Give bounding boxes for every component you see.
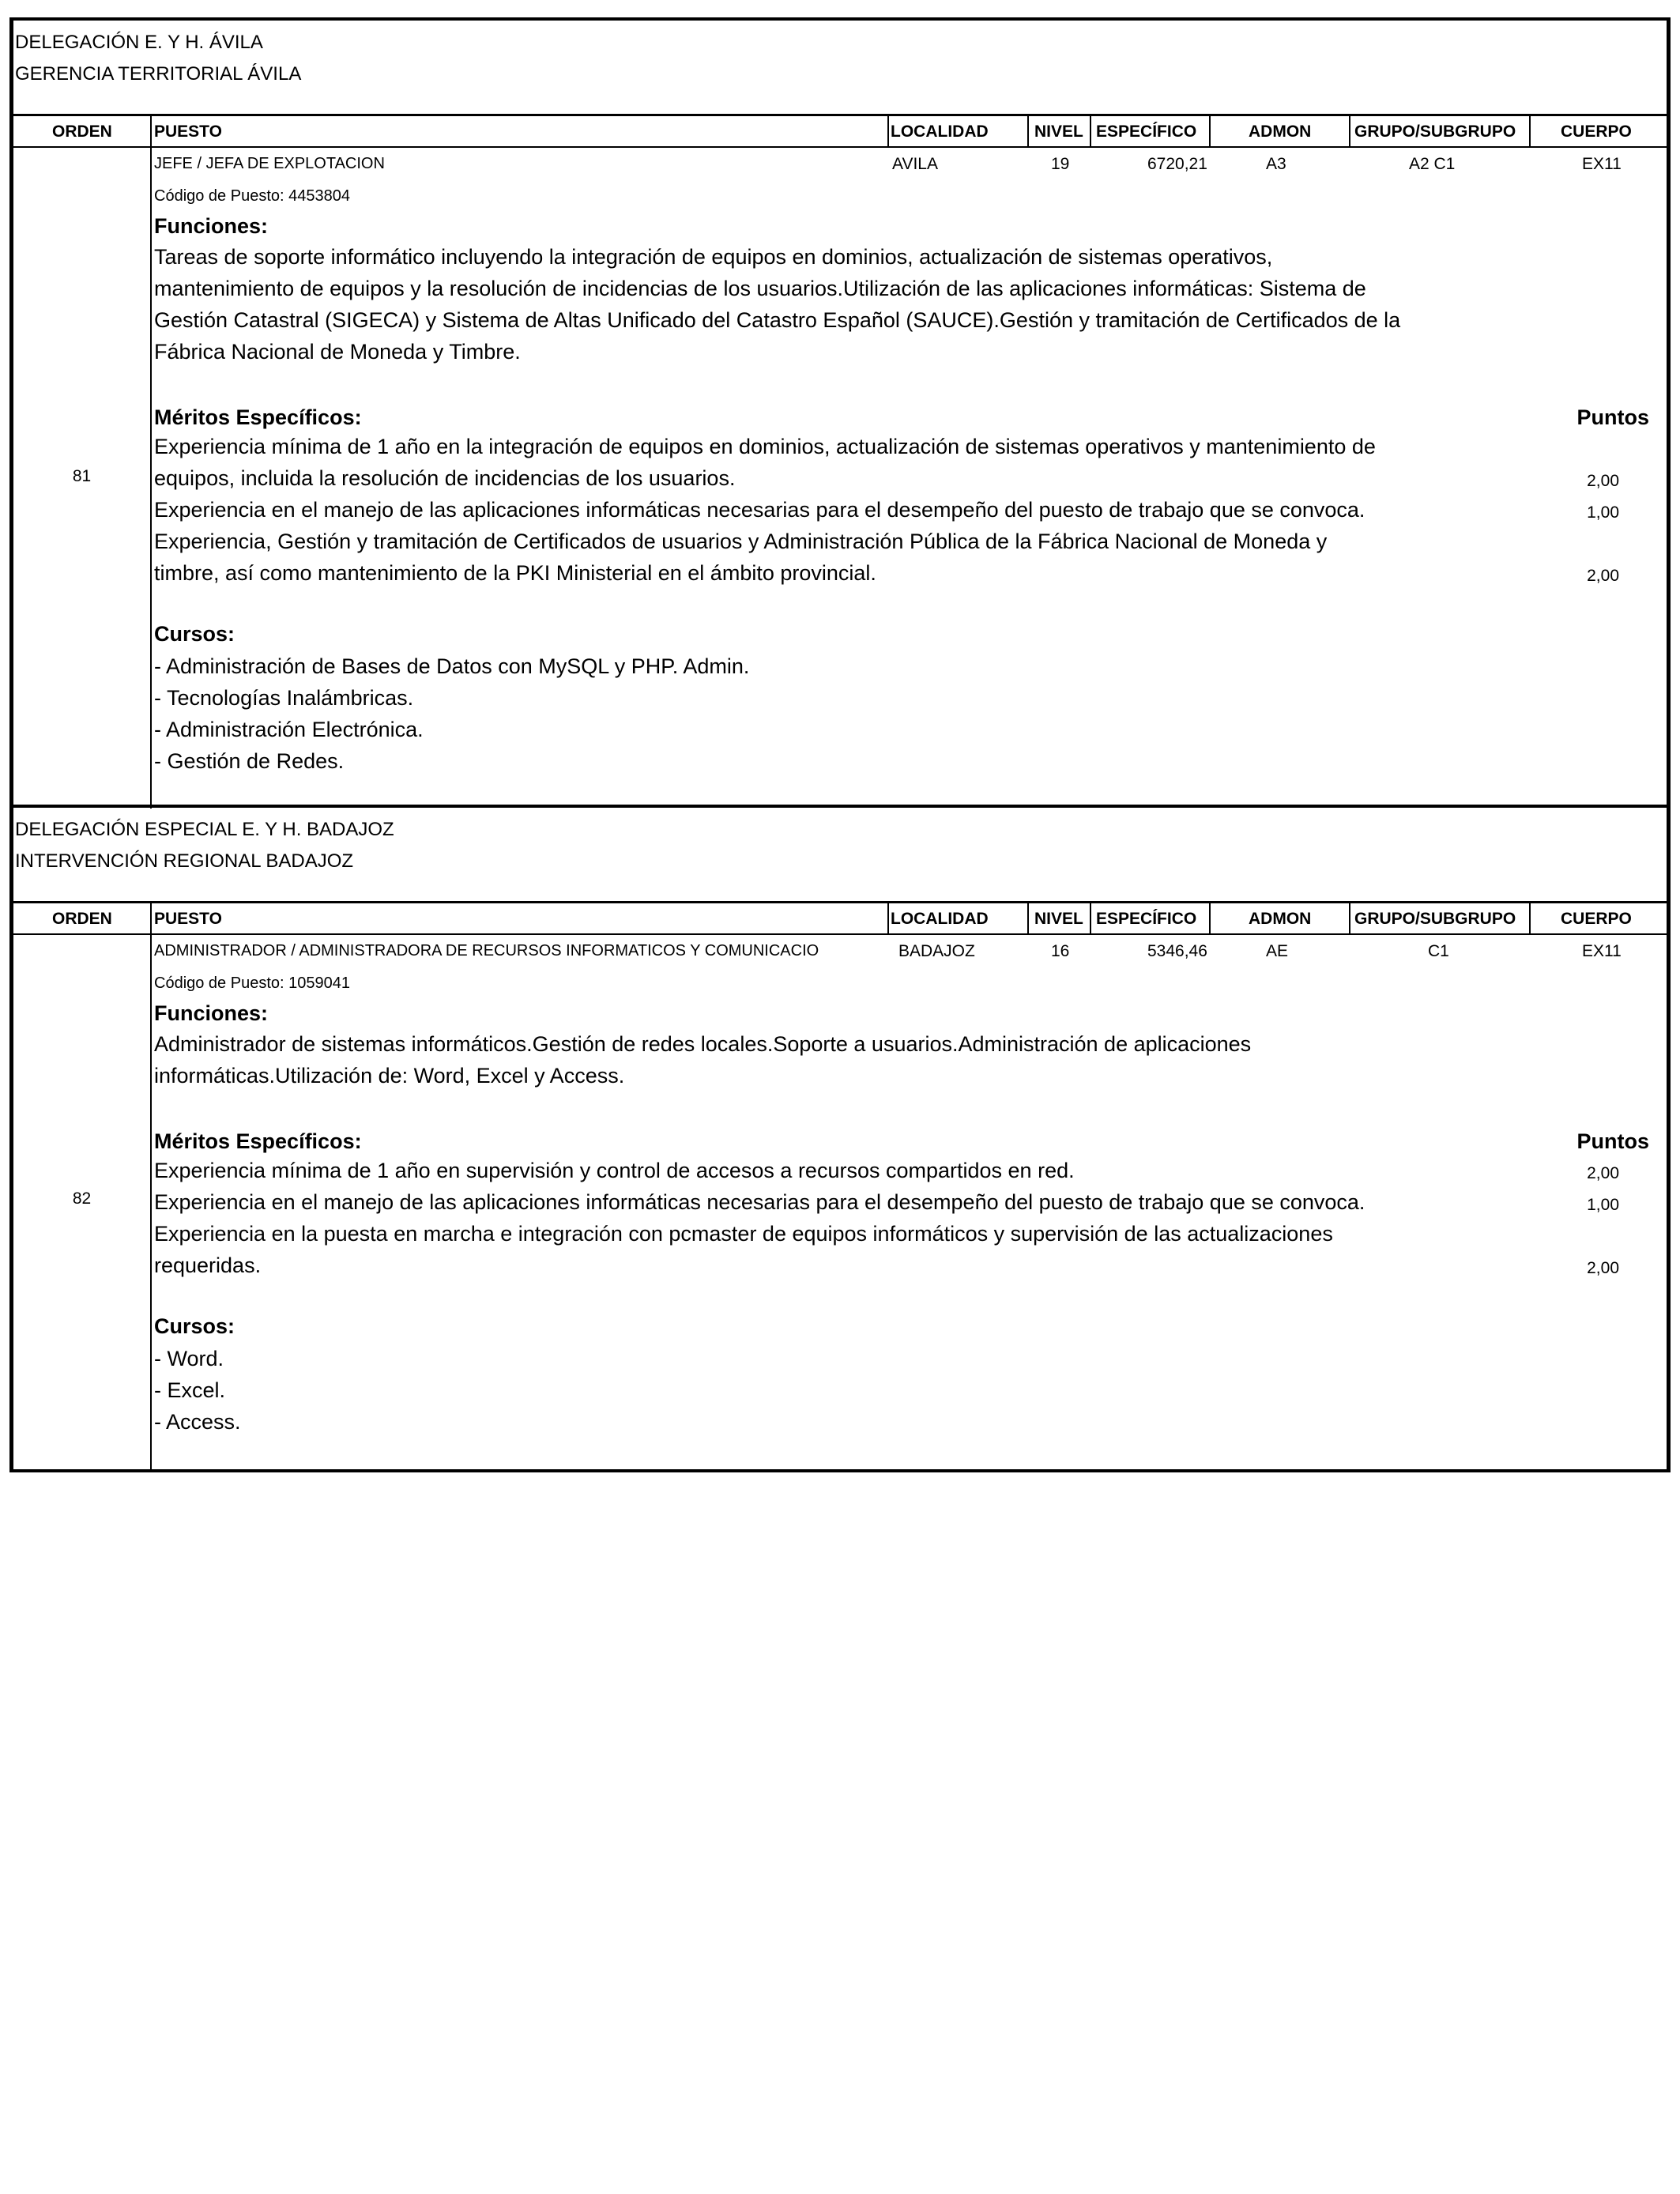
meritos-heading: Méritos Específicos: (154, 405, 362, 429)
col-especifico: ESPECÍFICO (1096, 910, 1197, 928)
intervencion-title: INTERVENCIÓN REGIONAL BADAJOZ (15, 850, 354, 872)
especifico-value: 5346,46 (1147, 942, 1207, 960)
merito-line: equipos, incluida la resolución de incidencias de los usuarios. (154, 466, 736, 490)
puntos-value: 2,00 (1587, 1164, 1619, 1182)
funciones-heading: Funciones: (154, 214, 269, 238)
nivel-value: 16 (1051, 942, 1070, 960)
puesto-value: JEFE / JEFA DE EXPLOTACION (154, 155, 385, 172)
admon-value: AE (1266, 942, 1289, 960)
puesto-value: ADMINISTRADOR / ADMINISTRADORA DE RECURSOS INFORMATICOS Y COMUNICACIO (154, 942, 819, 959)
curso-item: - Gestión de Redes. (154, 749, 345, 773)
merito-line: Experiencia mínima de 1 año en la integración de equipos en dominios, actualización de sistemas operativos y mantenimiento de (154, 435, 1376, 458)
col-localidad: LOCALIDAD (891, 910, 989, 928)
codigo-puesto: Código de Puesto: 1059041 (154, 974, 350, 992)
localidad-value: AVILA (892, 155, 938, 173)
curso-item: - Administración de Bases de Datos con MySQL y PHP. Admin. (154, 654, 750, 678)
puntos-value: 1,00 (1587, 503, 1619, 522)
grupo-value: C1 (1428, 942, 1449, 960)
entry-body (13, 935, 1667, 1469)
merito-line: timbre, así como mantenimiento de la PKI Ministerial en el ámbito provincial. (154, 561, 876, 585)
funciones-line: informáticas.Utilización de: Word, Excel y Access. (154, 1064, 625, 1088)
puntos-value: 2,00 (1587, 1259, 1619, 1277)
codigo-puesto: Código de Puesto: 4453804 (154, 187, 350, 205)
grupo-value: A2 C1 (1409, 155, 1456, 173)
orden-value: 82 (72, 1189, 92, 1208)
curso-item: - Tecnologías Inalámbricas. (154, 686, 414, 710)
col-nivel: NIVEL (1034, 123, 1083, 141)
gerencia-title: GERENCIA TERRITORIAL ÁVILA (15, 63, 302, 85)
merito-line: Experiencia, Gestión y tramitación de Certificados de usuarios y Administración Pública de la Fábrica Nacional de Moneda y (154, 530, 1328, 553)
cuerpo-value: EX11 (1582, 155, 1622, 173)
cursos-heading: Cursos: (154, 622, 235, 646)
curso-item: - Access. (154, 1410, 241, 1434)
orden-value: 81 (72, 467, 92, 485)
puntos-value: 2,00 (1587, 472, 1619, 490)
col-orden: ORDEN (52, 910, 112, 928)
cuerpo-value: EX11 (1582, 942, 1622, 960)
merito-line: Experiencia en el manejo de las aplicaciones informáticas necesarias para el desempeño del puesto de trabajo que se convoca. (154, 1190, 1365, 1214)
puntos-heading: Puntos (1576, 405, 1649, 429)
col-admon: ADMON (1249, 123, 1312, 141)
col-grupo: GRUPO/SUBGRUPO (1354, 910, 1516, 928)
column-header-row (13, 903, 1667, 935)
cursos-heading: Cursos: (154, 1314, 235, 1338)
entry-body (13, 148, 1667, 809)
especifico-value: 6720,21 (1147, 155, 1207, 173)
funciones-line: Fábrica Nacional de Moneda y Timbre. (154, 340, 521, 364)
col-cuerpo: CUERPO (1561, 123, 1632, 141)
col-puesto: PUESTO (154, 123, 222, 141)
delegacion-title: DELEGACIÓN E. Y H. ÁVILA (15, 32, 263, 53)
col-cuerpo: CUERPO (1561, 910, 1632, 928)
nivel-value: 19 (1051, 155, 1070, 173)
admon-value: A3 (1266, 155, 1286, 173)
puntos-value: 1,00 (1587, 1196, 1619, 1214)
col-orden: ORDEN (52, 123, 112, 141)
merito-line: Experiencia en el manejo de las aplicaciones informáticas necesarias para el desempeño del puesto de trabajo que se convoca. (154, 498, 1365, 522)
meritos-heading: Méritos Específicos: (154, 1129, 362, 1153)
curso-item: - Administración Electrónica. (154, 718, 424, 741)
col-admon: ADMON (1249, 910, 1312, 928)
merito-line: Experiencia en la puesta en marcha e integración con pcmaster de equipos informáticos y supervisión de las actualizaciones (154, 1222, 1333, 1246)
col-nivel: NIVEL (1034, 910, 1083, 928)
localidad-value: BADAJOZ (898, 942, 975, 960)
puntos-heading: Puntos (1576, 1129, 1649, 1153)
org-header (13, 21, 1667, 116)
entry-block-82 (9, 805, 1671, 1472)
curso-item: - Excel. (154, 1378, 226, 1402)
delegacion-title: DELEGACIÓN ESPECIAL E. Y H. BADAJOZ (15, 819, 394, 840)
col-puesto: PUESTO (154, 910, 222, 928)
puntos-value: 2,00 (1587, 567, 1619, 585)
org-header (13, 808, 1667, 903)
col-localidad: LOCALIDAD (891, 123, 989, 141)
merito-line: Experiencia mínima de 1 año en supervisión y control de accesos a recursos compartidos en red. (154, 1159, 1075, 1182)
funciones-line: Administrador de sistemas informáticos.Gestión de redes locales.Soporte a usuarios.Administración de aplicaciones (154, 1032, 1252, 1056)
funciones-line: Gestión Catastral (SIGECA) y Sistema de Altas Unificado del Catastro Español (SAUCE).Gestión y tramitación de Certificados de la (154, 308, 1401, 332)
funciones-line: mantenimiento de equipos y la resolución de incidencias de los usuarios.Utilización de las aplicaciones informáticas: Sistema de (154, 277, 1366, 300)
col-especifico: ESPECÍFICO (1096, 123, 1197, 141)
col-grupo: GRUPO/SUBGRUPO (1354, 123, 1516, 141)
funciones-line: Tareas de soporte informático incluyendo la integración de equipos en dominios, actualización de sistemas operativos, (154, 245, 1273, 269)
entry-block-81 (9, 17, 1671, 809)
curso-item: - Word. (154, 1347, 224, 1370)
column-header-row (13, 116, 1667, 148)
merito-line: requeridas. (154, 1253, 262, 1277)
funciones-heading: Funciones: (154, 1001, 269, 1025)
